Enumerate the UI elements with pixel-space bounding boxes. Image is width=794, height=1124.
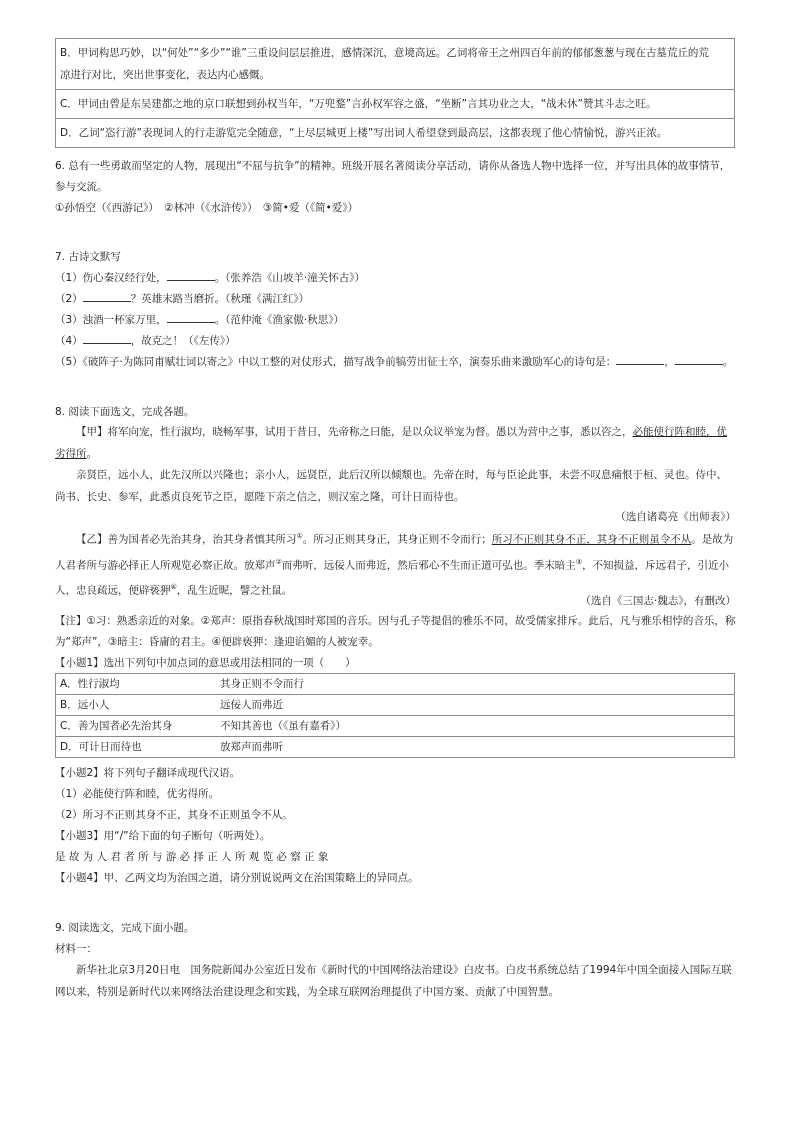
q9-material-label: 材料一： [55, 943, 97, 955]
q8-sub4-title: 【小题4】甲、乙两文均为治国之道，请分别说说两文在治国策略上的异同点。 [55, 872, 419, 884]
answer-blank[interactable] [167, 312, 215, 323]
q8-sub1-option-row[interactable] [56, 737, 735, 758]
q8-title: 8. 阅读下面选文，完成各题。 [55, 406, 195, 418]
q5-option-d: D．乙词“恣行游”表现词人的行走游览完全随意，“上尽层城更上楼”写出词人希望登到最高层，这都表现了他心情愉悦，游兴正浓。 [56, 119, 735, 148]
q9-material-body: 新华社北京3月20日电 国务院新闻办公室近日发布《新时代的中国网络法治建设》白皮书。白皮书系统总结了1994年中国全面接入国际互联网以来，特别是新时代以来网络法治建设理念和实践，为全球互联网治理提供了中国方案、贡献了中国智慧。 [55, 964, 732, 998]
q8-note-line1: 【注】①习：熟悉亲近的对象。②郑声：原指春秋战国时郑国的音乐。因与孔子等提倡的雅乐不同，故受儒家排斥。此后，凡与雅乐相悖的音乐，称 [55, 615, 736, 627]
underlined-sentence: 所习不正则其身不正，其身不正则虽令不从 [491, 533, 692, 546]
answer-blank[interactable] [83, 291, 131, 302]
q8-note-line2: 为“郑声”，③暗主：昏庸的君主。④便辟亵狎：逢迎谄媚的人被宠幸。 [55, 636, 379, 648]
q7-item-1: （1）伤心秦汉经行处， 。（张养浩《山坡羊·潼关怀古》） [55, 272, 366, 284]
q8-passage-jia-p1: 【甲】将军向宠，性行淑均，晓畅军事，试用于昔日，先帝称之曰能，是以众议举宠为督。愚以为营中之事，悉以咨之，必能使行阵和睦，优劣得所。 [55, 426, 727, 460]
q8-sub1-title: 【小题1】选出下列句中加点词的意思或用法相同的一项（ ） [55, 657, 356, 669]
option-d-right: 放郑声而弗听 [220, 741, 283, 753]
q8-sub3-sentence: 是 故 为 人 君 者 所 与 游 必 择 正 人 所 观 览 必 察 正 象 [55, 851, 329, 863]
q8-sub1-option-row[interactable] [56, 716, 735, 737]
q8-sub1-options-table [55, 673, 735, 758]
q8-jia-source: （选自诸葛亮《出师表》） [615, 511, 736, 523]
q8-sub1-option-row[interactable] [56, 674, 735, 695]
q5-option-b-line2: 凉进行对比，突出世事变化，表达内心感慨。 [60, 69, 270, 81]
answer-blank[interactable] [616, 354, 664, 365]
option-a-left: A．性行淑均 [60, 678, 120, 690]
q6-prompt-line1: 6. 总有一些勇敢而坚定的人物，展现出“不屈与抗争”的精神。班级开展名著阅读分享活动，请你从备选人物中选择一位，并写出具体的故事情节， [55, 160, 731, 172]
q7-item-4: （4） ，故克之！（《左传》） [55, 335, 236, 347]
q8-yi-source: （选自《三国志·魏志》，有删改） [580, 595, 736, 607]
q7-title: 7. 古诗文默写 [55, 251, 121, 263]
q5-option-d-row [56, 119, 735, 148]
q8-sub1-option-row[interactable] [56, 695, 735, 716]
q8-sub3-title: 【小题3】用“/”给下面的句子断句（听两处）。 [55, 830, 271, 842]
q8-passage-yi: 【乙】善为国者必先治其身，治其身者慎其所习①。所习正则其身正，其身正则不令而行；所习不正则其身不正，其身不正则虽令不从。是故为人君者所与游必择正人所观览必察正故。放郑声②而弗听，远佞人而弗近，然后邪心不生而正道可弘也。季末暗主③，不知损益，斥远君子，引近小人，忠良疏远，便辟亵狎④，乱生近昵，譬之社鼠。 [55, 532, 734, 597]
q5-option-c-row [56, 90, 735, 119]
answer-blank[interactable] [675, 354, 723, 365]
q7-item-5: （5）《破阵子·为陈同甫赋壮词以寄之》中以工整的对仗形式，描写战争前犒劳出征士卒，演奏乐曲来激励军心的诗句是： ， 。 [55, 356, 734, 368]
option-b-left: B．远小人 [60, 699, 110, 711]
option-c-left: C．善为国者必先治其身 [60, 720, 173, 732]
option-a-right: 其身正则不令而行 [220, 678, 304, 690]
q9-title: 9. 阅读选文，完成下面小题。 [55, 922, 195, 934]
option-d-left: D．可计日而待也 [60, 741, 142, 753]
option-c-right: 不知其善也（《虽有嘉肴》） [220, 720, 346, 732]
option-b-right: 远佞人而弗近 [220, 699, 283, 711]
q8-sub2-item2: （2）所习不正则其身不正，其身不正则虽令不从。 [55, 809, 293, 821]
q6-prompt-line2: 参与交流。 [55, 181, 108, 193]
q5-option-c: C．甲词由曾是东吴建都之地的京口联想到孙权当年，“万兜鍪”言孙权军容之盛，“坐断”言其功业之大，“战未休”赞其斗志之旺。 [56, 90, 735, 119]
q5-option-b-row [56, 39, 735, 90]
q7-item-2: （2） ？英雄末路当磨折。（秋瑾《满江红》） [55, 293, 310, 305]
answer-blank[interactable] [83, 333, 131, 344]
q5-options-table [55, 38, 735, 148]
q8-passage-jia-p2: 亲贤臣，远小人，此先汉所以兴隆也；亲小人，远贤臣，此后汉所以倾颓也。先帝在时，每与臣论此事，未尝不叹息痛恨于桓、灵也。侍中、尚书、长史、参军，此悉贞良死节之臣，愿陛下亲之信之，则汉室之隆，可计日而待也。 [55, 469, 727, 503]
answer-blank[interactable] [167, 270, 215, 281]
underlined-sentence: 必能使行阵和睦，优劣得所 [55, 426, 727, 460]
q8-sub2-item1: （1）必能使行阵和睦，优劣得所。 [55, 788, 220, 800]
q6-choices: ①孙悟空（《西游记》） ②林冲（《水浒传》） ③简•爱（《简•爱》） [55, 202, 359, 214]
q8-sub2-title: 【小题2】将下列句子翻译成现代汉语。 [55, 767, 241, 779]
q7-item-3: （3）浊酒一杯家万里， 。（范仲淹《渔家傲·秋思》） [55, 314, 345, 326]
q5-option-b-line1: B．甲词构思巧妙，以“何处”“多少”“谁”三重设问层层推进，感情深沉，意境高远。乙词将帝王之州四百年前的郁郁葱葱与现在古墓荒丘的荒 [60, 47, 709, 59]
